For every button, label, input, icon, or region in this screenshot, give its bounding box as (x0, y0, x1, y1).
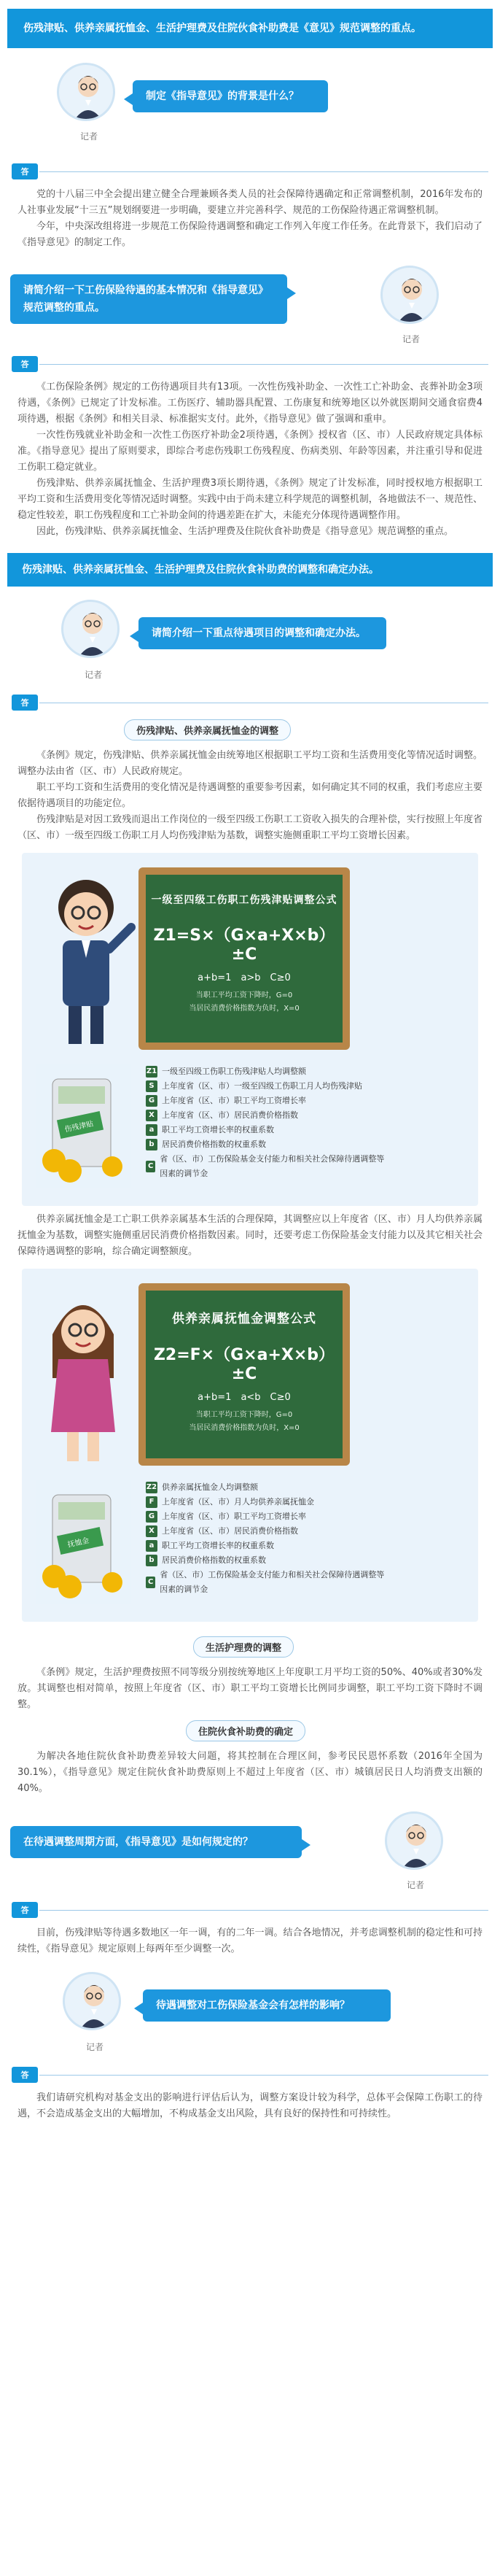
answer-divider (12, 693, 488, 712)
qa2-paragraph: 一次性伤残就业补助金和一次性工伤医疗补助金2项待遇，《条例》授权省（区、市）人民政府规定具体标准。《指导意见》提出了原则要求，即综合考虑伤残职工伤残程度、伤病类别、年龄等因素，并注重引导和促进工伤职工稳定就业。 (17, 430, 483, 473)
formula-illustration-1 (22, 853, 478, 1206)
qa5-paragraph: 我们请研究机构对基金支出的影响进行评估后认为，调整方案设计较为科学，总体平会保障工伤职工的待遇，不会造成基金支出的大幅增加，不构成基金支出风险，具有良好的保持性和可持续性。 (17, 2092, 483, 2119)
qa1-paragraph: 党的十八届三中全会提出建立健全合理兼顾各类人员的社会保障待遇确定和正常调整机制，2016年发布的人社事业发展“十三五”规划纲要进一步明确，要建立并完善科学、规范的工伤保险待遇正常调整机制。 (17, 189, 483, 216)
chalkboard-2 (138, 1283, 350, 1466)
board-note: 当职工平均工资下降时，G=0 (195, 991, 293, 999)
legend-row (146, 1524, 386, 1539)
qa5-question-block (0, 1968, 500, 2065)
legend-key: S (146, 1080, 157, 1092)
legend-text: 省（区、市）工伤保险基金支付能力和相关社会保障待遇调整等因素的调节金 (160, 1570, 385, 1594)
reporter-avatar (63, 1972, 121, 2030)
legend-key: a (146, 1540, 157, 1552)
qa2-question-bubble: 请简介绍一下工伤保险待遇的基本情况和《指导意见》规范调整的重点。 (10, 274, 287, 324)
qa1-question-bubble: 制定《指导意见》的背景是什么？ (133, 80, 328, 112)
legend-key: Z1 (146, 1066, 157, 1078)
calculator-coins-icon (36, 1480, 131, 1604)
qa3-paragraph: 供养亲属抚恤金是工亡职工供养亲属基本生活的合理保障，其调整应以上年度省（区、市）月人均供养亲属抚恤金为基数，调整实施侧重居民消费价格指数因素。同时，还要考虑工伤保险基金支付能力以及其它相关社会保障待遇调整的影响，综合确定调整额度。 (17, 1214, 483, 1257)
legend-row (146, 1495, 386, 1509)
qa2-paragraph: 《工伤保险条例》规定的工伤待遇项目共有13项。一次性伤残补助金、一次性工亡补助金、丧葬补助金3项待遇，《条例》已规定了计发标准。工伤医疗、辅助器具配置、工伤康复和统筹地区以外就医期间交通食宿费4项待遇，根据《条例》和相关目录、标准据实支付。此外，《指导意见》做了强调和重申。 (17, 382, 483, 425)
legend-key: b (146, 1555, 157, 1566)
legend-key: G (146, 1511, 157, 1523)
legend-key: F (146, 1496, 157, 1508)
legend-row (146, 1137, 386, 1152)
answer-tag: 答 (12, 356, 38, 372)
legend-text: 职工平均工资增长率的权重系数 (162, 1541, 274, 1550)
board-title: 一级至四级工伤职工伤残津贴调整公式 (151, 894, 337, 906)
legend-text: 上年度省（区、市）职工平均工资增长率 (162, 1512, 306, 1521)
teacher-woman-figure-icon (38, 1283, 133, 1466)
legend-row (146, 1094, 386, 1108)
board-legend-2 (146, 1480, 386, 1597)
legend-text: 省（区、市）工伤保险基金支付能力和相关社会保障待遇调整等因素的调节金 (160, 1154, 385, 1178)
header-banner: 伤残津贴、供养亲属抚恤金、生活护理费及住院伙食补助费是《意见》规范调整的重点。 (7, 9, 493, 48)
subsection-title: 生活护理费的调整 (193, 1636, 294, 1658)
answer-divider (12, 355, 488, 374)
legend-row (146, 1539, 386, 1553)
qa5-answer (0, 2084, 500, 2132)
board-legend-1 (146, 1064, 386, 1181)
reporter-label: 记者 (85, 670, 103, 680)
qa4-paragraph: 目前，伤残津贴等待遇多数地区一年一调，有的二年一调。结合各地情况，并考虑调整机制的稳定性和可持续性，《指导意见》规定原则上每两年至少调整一次。 (17, 1927, 483, 1954)
legend-key: a (146, 1124, 157, 1136)
legend-text: 一级至四级工伤职工伤残津贴人均调整额 (162, 1067, 306, 1076)
board-condition: a+b=1 a<b C≥0 (198, 1392, 291, 1403)
qa5-question-bubble: 待遇调整对工伤保险基金会有怎样的影响？ (143, 1989, 391, 2022)
reporter-label: 记者 (80, 131, 98, 142)
calculator-coins-icon (36, 1064, 131, 1188)
legend-row (146, 1108, 386, 1123)
qa2-answer (0, 374, 500, 550)
legend-key: b (146, 1139, 157, 1150)
calculator-badge: 伤残津贴 (63, 1120, 95, 1134)
legend-key: C (146, 1577, 155, 1588)
qa1-paragraph: 今年，中央深改组将进一步规范工伤保险待遇调整和确定工作列入年度工作任务。在此背景下，我们启动了《指导意见》的制定工作。 (17, 221, 483, 248)
answer-tag: 答 (12, 695, 38, 711)
qa3-question-block (0, 595, 500, 693)
legend-row (146, 1509, 386, 1524)
legend-text: 上年度省（区、市）月人均供养亲属抚恤金 (162, 1497, 314, 1506)
legend-text: 上年度省（区、市）职工平均工资增长率 (162, 1096, 306, 1105)
legend-text: 居民消费价格指数的权重系数 (162, 1555, 266, 1565)
board-formula: Z2=F×（G×a+X×b）±C (153, 1346, 335, 1383)
legend-row (146, 1064, 386, 1079)
qa3-answer (0, 712, 500, 1807)
legend-key: X (146, 1525, 157, 1537)
legend-text: 上年度省（区、市）居民消费价格指数 (162, 1110, 298, 1120)
answer-tag: 答 (12, 1902, 38, 1918)
board-title: 供养亲属抚恤金调整公式 (172, 1312, 316, 1326)
legend-text: 居民消费价格指数的权重系数 (162, 1140, 266, 1149)
qa3-paragraph: 伤残津贴是对因工致残而退出工作岗位的一级至四级工伤职工工资收入损失的合理补偿，实行按照上年度省（区、市）一级至四级工伤职工月人均伤残津贴为基数，调整实施侧重职工平均工资增长因素。 (17, 814, 483, 841)
board-note: 当居民消费价格指数为负时，X=0 (189, 1424, 300, 1432)
reporter-label: 记者 (86, 2042, 104, 2052)
legend-text: 供养亲属抚恤金人均调整额 (162, 1482, 258, 1492)
board-condition: a+b=1 a>b C≥0 (198, 972, 291, 983)
section-banner: 伤残津贴、供养亲属抚恤金、生活护理费及住院伙食补助费的调整和确定办法。 (7, 553, 493, 587)
qa3-question-bubble: 请简介绍一下重点待遇项目的调整和确定办法。 (138, 617, 386, 649)
answer-divider (12, 162, 488, 181)
legend-key: G (146, 1095, 157, 1107)
qa1-answer (0, 181, 500, 261)
qa4-question-bubble: 在待遇调整周期方面，《指导意见》是如何规定的？ (10, 1826, 302, 1858)
qa2-paragraph: 伤残津贴、供养亲属抚恤金、生活护理费3项长期待遇，《条例》规定了计发标准，同时授权地方根据职工平均工资和生活费用变化等情况适时调整。实践中由于尚未建立科学规范的调整机制，各地做法不一、规范性、稳定性较差，职工伤残程度和工亡补助金间的待遇差距在扩大，未能充分体现待遇调整作用。 (17, 478, 483, 521)
legend-text: 上年度省（区、市）一级至四级工伤职工月人均伤残津贴 (162, 1081, 362, 1091)
qa4-question-block (0, 1807, 500, 1900)
reporter-avatar (57, 63, 115, 121)
reporter-avatar (385, 1811, 443, 1870)
subsection-title: 住院伙食补助费的确定 (186, 1720, 305, 1741)
qa2-question-block (0, 261, 500, 355)
reporter-label: 记者 (407, 1880, 425, 1890)
qa3-paragraph: 为解决各地住院伙食补助费差异较大问题，将其控制在合理区间，参考民民恩怀系数（2016年全国为30.1%），《指导意见》规定住院伙食补助费原则上不超过上年度省（区、市）城镇居民日人均消费支出额的40%。 (17, 1751, 483, 1794)
qa3-paragraph: 《条例》规定，生活护理费按照不同等级分别按统筹地区上年度职工月平均工资的50%、40%或者30%发放。其调整也相对简单，按照上年度省（区、市）职工平均工资增长比例同步调整，职工平均工资下降时不调整。 (17, 1667, 483, 1710)
qa4-answer (0, 1919, 500, 1968)
legend-row (146, 1480, 386, 1495)
legend-row (146, 1152, 386, 1181)
answer-tag: 答 (12, 163, 38, 179)
board-formula: Z1=S×（G×a+X×b）±C (153, 927, 335, 964)
qa3-paragraph: 职工平均工资和生活费用的变化情况是待遇调整的重要参考因素，如何确定其不同的权重，我们考虑应主要依据待遇项目的功能定位。 (17, 782, 483, 809)
legend-row (146, 1123, 386, 1137)
subsection-title: 伤残津贴、供养亲属抚恤金的调整 (124, 719, 291, 740)
formula-illustration-2 (22, 1269, 478, 1622)
board-note: 当居民消费价格指数为负时，X=0 (189, 1005, 300, 1013)
qa1-question-block (0, 58, 500, 162)
answer-tag: 答 (12, 2067, 38, 2083)
legend-row (146, 1568, 386, 1597)
reporter-avatar (61, 600, 120, 658)
board-notes (146, 1409, 343, 1435)
legend-row (146, 1079, 386, 1094)
calculator-badge: 抚恤金 (66, 1536, 90, 1550)
reporter-label: 记者 (402, 334, 421, 344)
qa2-paragraph: 因此，伤残津贴、供养亲属抚恤金、生活护理费及住院伙食补助费是《指导意见》规范调整的重点。 (36, 526, 454, 537)
board-note: 当职工平均工资下降时，G=0 (195, 1411, 293, 1419)
legend-key: C (146, 1161, 155, 1172)
answer-divider (12, 1900, 488, 1919)
reporter-avatar (380, 266, 439, 324)
qa3-paragraph: 《条例》规定，伤残津贴、供养亲属抚恤金由统筹地区根据职工平均工资和生活费用变化等情况适时调整。调整办法由省（区、市）人民政府规定。 (17, 750, 483, 777)
legend-text: 上年度省（区、市）居民消费价格指数 (162, 1526, 298, 1536)
legend-text: 职工平均工资增长率的权重系数 (162, 1125, 274, 1134)
legend-row (146, 1553, 386, 1568)
teacher-figure-icon (41, 867, 136, 1050)
board-notes (146, 989, 343, 1016)
chalkboard-1 (138, 867, 350, 1050)
legend-key: Z2 (146, 1482, 157, 1493)
answer-divider (12, 2065, 488, 2084)
legend-key: X (146, 1110, 157, 1121)
